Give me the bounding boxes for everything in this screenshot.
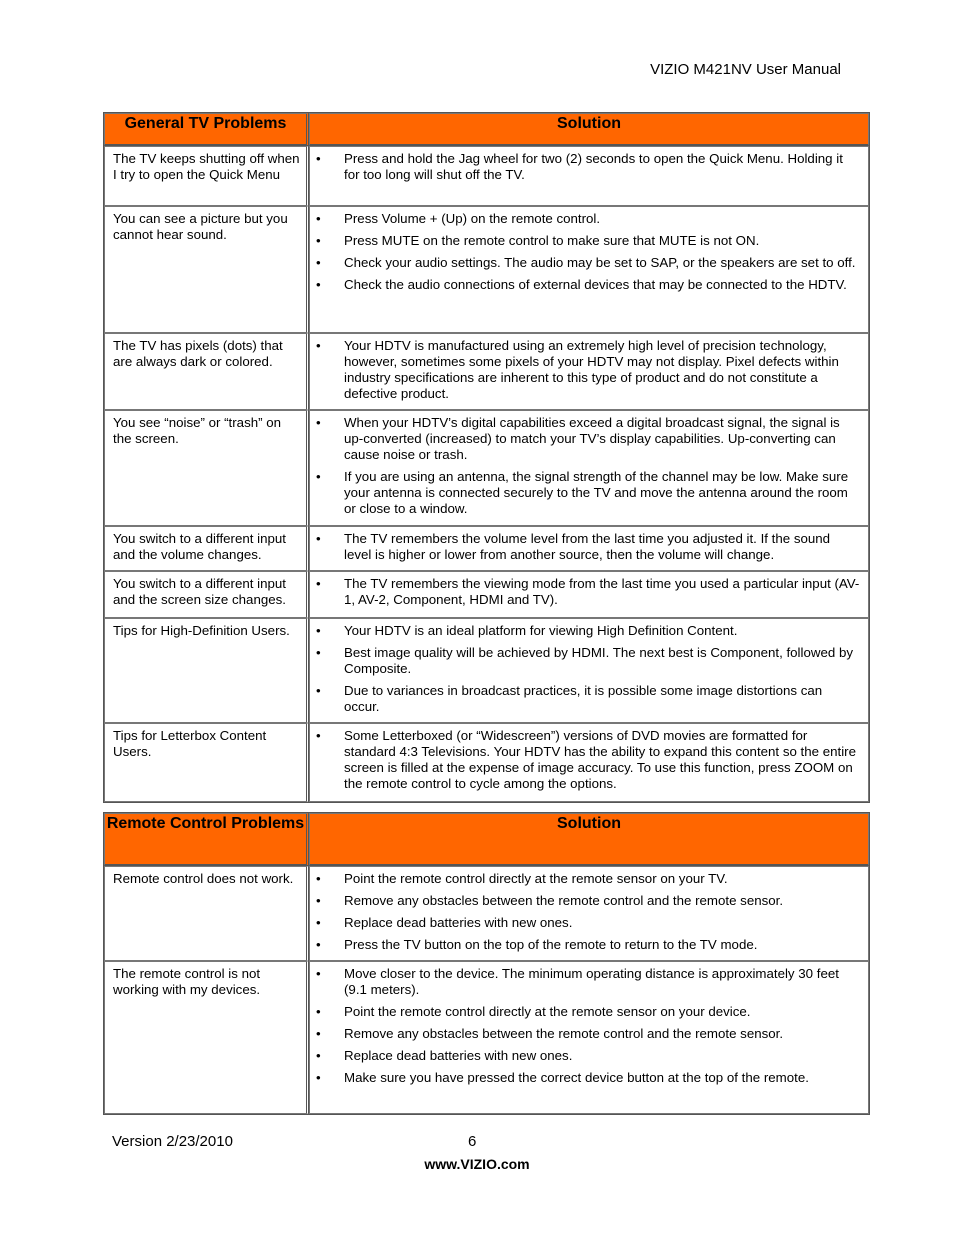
problem-cell	[104, 723, 309, 802]
solution-cell	[309, 618, 869, 723]
table-row	[104, 146, 869, 206]
problem-cell	[104, 866, 309, 961]
version-text: Version 2/23/2010	[112, 1133, 233, 1150]
problem-cell	[104, 571, 309, 618]
table-row	[104, 206, 869, 333]
solution-item: • Replace dead batteries with new ones.	[310, 915, 860, 931]
solution-cell	[309, 206, 869, 333]
problem-cell	[104, 526, 309, 571]
solution-list	[310, 619, 868, 721]
solution-item: • Your HDTV is manufactured using an extremely high level of precision technology, however, sometimes some pixels of your HDTV may not display. Pixel defects within industry specifications are inherent to this type of product and do not constitute a defective product.	[310, 338, 860, 402]
solution-list	[310, 572, 868, 614]
solution-item: • Point the remote control directly at the remote sensor on your TV.	[310, 871, 860, 887]
solution-item: • Some Letterboxed (or “Widescreen”) versions of DVD movies are formatted for standard 4:3 Televisions. Your HDTV has the ability to expand this content so the entire screen is filled at the expense of image accuracy. To use this function, press ZOOM on the remote control to cycle among the options.	[310, 728, 860, 792]
problem-cell	[104, 618, 309, 723]
solution-column-header: Solution	[309, 813, 869, 866]
table-row	[104, 410, 869, 526]
solution-item: • If you are using an antenna, the signal strength of the channel may be low. Make sure your antenna is connected securely to the TV and move the antenna around the room or close to a window.	[310, 469, 860, 517]
solution-list	[310, 962, 868, 1092]
solution-cell	[309, 146, 869, 206]
problem-text: The TV has pixels (dots) that are always dark or colored.	[113, 338, 283, 369]
solution-item: • Your HDTV is an ideal platform for viewing High Definition Content.	[310, 623, 860, 639]
solution-list	[310, 334, 868, 408]
remote-table-body	[104, 866, 869, 1114]
solution-cell	[309, 723, 869, 802]
problem-text: The TV keeps shutting off when I try to open the Quick Menu	[113, 151, 300, 182]
general-table-body	[104, 146, 869, 802]
website-url: www.VIZIO.com	[424, 1156, 530, 1172]
problem-cell	[104, 410, 309, 526]
table-row	[104, 526, 869, 571]
table-row	[104, 618, 869, 723]
solution-cell	[309, 961, 869, 1114]
problem-text: Tips for Letterbox Content Users.	[113, 728, 267, 759]
solution-item: • Remove any obstacles between the remote control and the remote sensor.	[310, 893, 860, 909]
solution-item: • Make sure you have pressed the correct device button at the top of the remote.	[310, 1070, 860, 1086]
solution-list	[310, 147, 868, 189]
solution-item: • Best image quality will be achieved by HDMI. The next best is Component, followed by Composite.	[310, 645, 860, 677]
solution-item: • Press Volume + (Up) on the remote control.	[310, 211, 860, 227]
solution-item: • Replace dead batteries with new ones.	[310, 1048, 860, 1064]
solution-item: • Remove any obstacles between the remote control and the remote sensor.	[310, 1026, 860, 1042]
solution-list	[310, 724, 868, 798]
solution-cell	[309, 410, 869, 526]
table-row	[104, 571, 869, 618]
problem-cell	[104, 961, 309, 1114]
solution-item: • Press and hold the Jag wheel for two (2) seconds to open the Quick Menu. Holding it for too long will shut off the TV.	[310, 151, 860, 183]
general-tv-problems-table	[103, 112, 870, 803]
solution-column-header: Solution	[309, 113, 869, 146]
page-number: 6	[468, 1133, 477, 1150]
table-row	[104, 333, 869, 410]
solution-list	[310, 411, 868, 523]
solution-item: • Due to variances in broadcast practices, it is possible some image distortions can occur.	[310, 683, 860, 715]
problem-text: You switch to a different input and the screen size changes.	[113, 576, 286, 607]
solution-cell	[309, 866, 869, 961]
problems-column-header: Remote Control Problems	[104, 813, 309, 866]
problem-text: You see “noise” or “trash” on the screen.	[113, 415, 282, 446]
solution-item: • Move closer to the device. The minimum operating distance is approximately 30 feet (9.1 meters).	[310, 966, 860, 998]
manual-title: VIZIO M421NV User Manual	[650, 61, 841, 78]
solution-item: • The TV remembers the viewing mode from the last time you used a particular input (AV-1, AV-2, Component, HDMI and TV).	[310, 576, 860, 608]
table-header-row	[104, 813, 869, 866]
solution-item: • Press the TV button on the top of the remote to return to the TV mode.	[310, 937, 860, 953]
solution-cell	[309, 571, 869, 618]
problems-column-header: General TV Problems	[104, 113, 309, 146]
solution-list	[310, 207, 868, 299]
problem-text: Tips for High-Definition Users.	[113, 623, 290, 638]
solution-item: • Point the remote control directly at the remote sensor on your device.	[310, 1004, 860, 1020]
solution-item: • Press MUTE on the remote control to make sure that MUTE is not ON.	[310, 233, 860, 249]
problem-text: You switch to a different input and the volume changes.	[113, 531, 286, 562]
problem-text: You can see a picture but you cannot hear sound.	[113, 211, 288, 242]
table-row	[104, 866, 869, 961]
solution-list	[310, 527, 868, 569]
solution-item: • Check the audio connections of external devices that may be connected to the HDTV.	[310, 277, 860, 293]
remote-control-problems-table	[103, 812, 870, 1115]
table-header-row	[104, 113, 869, 146]
table-row	[104, 723, 869, 802]
solution-item: • Check your audio settings. The audio may be set to SAP, or the speakers are set to off.	[310, 255, 860, 271]
solution-item: • The TV remembers the volume level from the last time you adjusted it. If the sound level is higher or lower from another source, then the volume will change.	[310, 531, 860, 563]
problem-cell	[104, 206, 309, 333]
problem-text: Remote control does not work.	[113, 871, 294, 886]
solution-cell	[309, 333, 869, 410]
solution-list	[310, 867, 868, 959]
problem-text: The remote control is not working with my devices.	[113, 966, 261, 997]
solution-cell	[309, 526, 869, 571]
table-row	[104, 961, 869, 1114]
problem-cell	[104, 146, 309, 206]
problem-cell	[104, 333, 309, 410]
solution-item: • When your HDTV’s digital capabilities exceed a digital broadcast signal, the signal is up-converted (increased) to match your TV’s display capabilities. Up-converting can cause noise or trash.	[310, 415, 860, 463]
